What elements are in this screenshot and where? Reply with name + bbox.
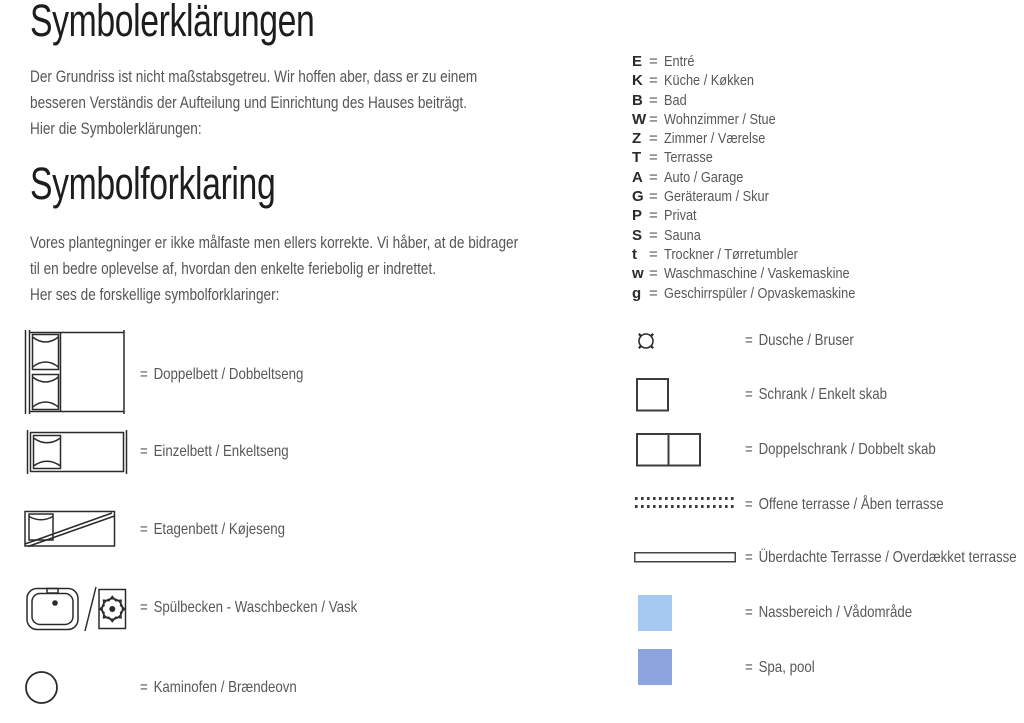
german-intro-line: Der Grundriss ist nicht maßstabsgetreu. Wir hoffen aber, dass er zu einem (30, 67, 478, 86)
room-code-row (632, 265, 889, 284)
danish-intro-line: til en bedre oplevelse af, hvordan den enkelte feriebolig er indrettet. (30, 259, 436, 278)
label-text: Spa, pool (758, 659, 815, 676)
room-code-label: Geräteraum / Skur (664, 188, 769, 206)
danish-intro (30, 230, 574, 308)
room-code-label: Trockner / Tørretumbler (664, 245, 798, 263)
equals-sign: = (745, 332, 753, 349)
equals-sign: = (649, 168, 658, 186)
equals-sign: = (745, 441, 753, 458)
room-code-row (632, 246, 889, 265)
equals-sign: = (745, 386, 753, 403)
covered-terrace-label (745, 548, 1024, 568)
spa-pool-label (745, 658, 829, 678)
double-wardrobe-label (745, 440, 975, 460)
label-text: Nassbereich / Vådområde (758, 604, 913, 621)
room-code-label: Terrasse (664, 149, 713, 167)
single-bed-icon (26, 430, 128, 474)
label-text: Etagenbett / Køjeseng (153, 521, 285, 538)
equals-sign: = (649, 265, 658, 283)
room-code-letter: T (632, 149, 642, 167)
wardrobe-label (745, 385, 916, 405)
room-code-letter: w (632, 265, 644, 283)
room-code-label: Auto / Garage (664, 168, 744, 186)
room-code-letter: G (632, 188, 644, 206)
double-wardrobe-icon (636, 433, 701, 467)
room-code-letter: P (632, 207, 643, 225)
room-code-row (632, 111, 889, 130)
equals-sign: = (745, 549, 753, 566)
open-terrace-label (745, 495, 984, 515)
room-code-row (632, 207, 889, 226)
equals-sign: = (649, 207, 658, 225)
equals-sign: = (649, 226, 658, 244)
open-terrace-icon (635, 496, 735, 511)
equals-sign: = (649, 130, 658, 148)
equals-sign: = (649, 91, 658, 109)
room-code-label: Waschmaschine / Vaskemaskine (664, 265, 850, 283)
equals-sign: = (140, 443, 148, 460)
german-intro-line: Hier die Symbolerklärungen: (30, 119, 202, 138)
sink-washbasin-label (140, 598, 402, 618)
room-code-row (632, 149, 889, 168)
double-bed-label (140, 365, 337, 385)
equals-sign: = (649, 72, 658, 90)
room-code-label: Küche / Køkken (664, 72, 755, 90)
label-text: Schrank / Enkelt skab (758, 386, 888, 403)
wood-stove-icon (24, 670, 60, 706)
wet-area-icon (638, 595, 672, 631)
room-code-label: Bad (664, 91, 687, 109)
wardrobe-icon (636, 378, 669, 412)
equals-sign: = (140, 366, 148, 383)
room-code-letter: E (632, 53, 643, 70)
label-text: Spülbecken - Waschbecken / Vask (153, 599, 358, 616)
wet-area-label (745, 603, 946, 623)
equals-sign: = (649, 188, 658, 206)
sink-washbasin-icon (26, 586, 127, 632)
german-intro (30, 64, 526, 142)
room-code-label: Wohnzimmer / Stue (664, 110, 776, 128)
page-title-german: Symbolerklärungen (30, 0, 315, 46)
room-code-letter: K (632, 72, 643, 90)
double-bed-icon (24, 330, 128, 414)
page-title-danish: Symbolforklaring (30, 158, 276, 209)
room-code-letter: W (632, 110, 647, 128)
equals-sign: = (649, 245, 658, 263)
room-code-row (632, 72, 889, 91)
equals-sign: = (745, 604, 753, 621)
bunk-bed-label (140, 520, 315, 540)
room-code-letter: A (632, 168, 643, 186)
wood-stove-label (140, 678, 329, 698)
room-code-row (632, 92, 889, 111)
shower-icon (634, 329, 658, 353)
label-text: Überdachte Terrasse / Overdækket terrasse (758, 549, 1017, 566)
shower-label (745, 331, 876, 351)
danish-intro-line: Her ses de forskellige symbolforklaringer: (30, 285, 280, 304)
room-code-label: Privat (664, 207, 697, 225)
room-code-row (632, 188, 889, 207)
danish-title-wrap (30, 158, 357, 210)
label-text: Doppelbett / Dobbeltseng (153, 366, 304, 383)
room-code-letter: B (632, 91, 643, 109)
equals-sign: = (140, 521, 148, 538)
room-code-letter: g (632, 284, 642, 302)
room-code-row (632, 227, 889, 246)
danish-intro-line: Vores plantegninger er ikke målfaste men ellers korrekte. Vi håber, at de bidrager (30, 233, 519, 252)
label-text: Dusche / Bruser (758, 332, 854, 349)
room-code-letter: Z (632, 130, 642, 148)
bunk-bed-icon (24, 510, 116, 548)
room-code-row (632, 285, 889, 304)
label-text: Einzelbett / Enkeltseng (153, 443, 289, 460)
german-intro-line: besseren Verständis der Aufteilung und Einrichtung des Hauses beiträgt. (30, 93, 467, 112)
room-code-label: Zimmer / Værelse (664, 130, 766, 148)
covered-terrace-icon (634, 552, 736, 563)
equals-sign: = (649, 110, 658, 128)
equals-sign: = (649, 53, 658, 70)
german-title-wrap (30, 0, 409, 47)
equals-sign: = (745, 659, 753, 676)
spa-pool-icon (638, 649, 672, 685)
room-code-row (632, 53, 889, 72)
room-code-row (632, 169, 889, 188)
room-code-label: Entré (664, 53, 695, 70)
label-text: Doppelschrank / Dobbelt skab (758, 441, 936, 458)
room-code-label: Geschirrspüler / Opvaskemaskine (664, 284, 856, 302)
equals-sign: = (649, 149, 658, 167)
single-bed-label (140, 442, 319, 462)
equals-sign: = (745, 496, 753, 513)
room-code-label: Sauna (664, 226, 701, 244)
room-code-list (632, 53, 889, 304)
room-code-letter: t (632, 245, 637, 263)
equals-sign: = (140, 679, 148, 696)
label-text: Offene terrasse / Åben terrasse (758, 496, 944, 513)
room-code-letter: S (632, 226, 643, 244)
room-code-row (632, 130, 889, 149)
label-text: Kaminofen / Brændeovn (153, 679, 297, 696)
equals-sign: = (649, 284, 658, 302)
equals-sign: = (140, 599, 148, 616)
